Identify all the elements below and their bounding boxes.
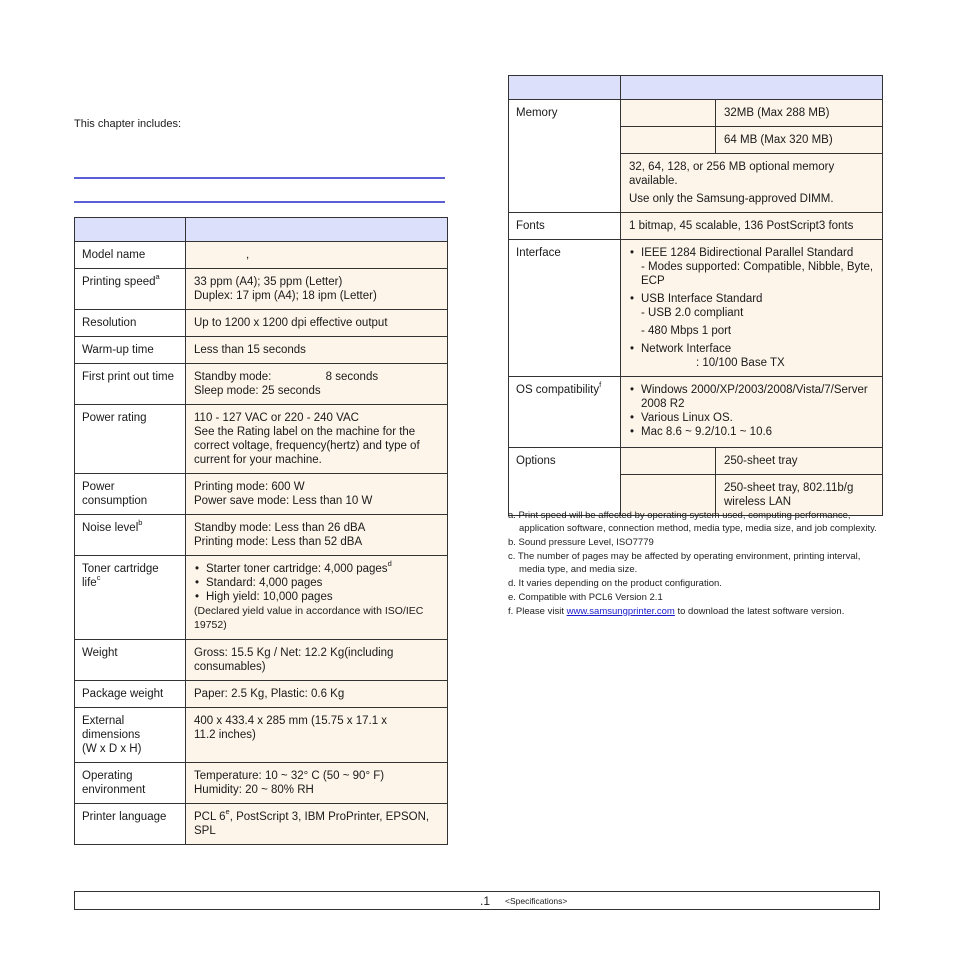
footnote: a. Print speed will be affected by operating system used, computing performance, application software, connection method, media type, media size, and job complexity. bbox=[508, 510, 877, 534]
table-row bbox=[75, 804, 448, 845]
section-divider-bottom bbox=[74, 201, 445, 203]
table-row bbox=[75, 337, 448, 364]
spec-label: Interface bbox=[509, 240, 621, 377]
table-row bbox=[75, 515, 448, 556]
spec-label: First print out time bbox=[75, 364, 186, 405]
spec-value: 1 bitmap, 45 scalable, 136 PostScript3 fonts bbox=[621, 213, 883, 240]
spec-value: 250-sheet tray, 802.11b/g wireless LAN bbox=[716, 475, 883, 516]
section-name: <Specifications> bbox=[505, 896, 568, 906]
spec-label: Power consumption bbox=[75, 474, 186, 515]
spec-label: Options bbox=[509, 448, 621, 516]
list-item: • Mac 8.6 ~ 9.2/10.1 ~ 10.6 bbox=[629, 425, 874, 439]
table-header-row bbox=[75, 218, 448, 242]
table-row bbox=[75, 763, 448, 804]
spec-label: Package weight bbox=[75, 681, 186, 708]
table-header-row bbox=[509, 76, 883, 100]
list-item: • USB Interface Standard - USB 2.0 compliant - 480 Mbps 1 port bbox=[629, 292, 874, 338]
footnote: d. It varies depending on the product configuration. bbox=[508, 578, 722, 589]
spec-value: Gross: 15.5 Kg / Net: 12.2 Kg(including consumables) bbox=[186, 640, 448, 681]
spec-value bbox=[621, 240, 883, 377]
hardware-specs-table bbox=[508, 75, 883, 516]
spec-label: Noise level$^b$ bbox=[75, 515, 186, 556]
table-row bbox=[75, 556, 448, 640]
list-item: • Starter toner cartridge: 4,000 pages$^d$ bbox=[194, 562, 439, 576]
spec-value: Paper: 2.5 Kg, Plastic: 0.6 Kg bbox=[186, 681, 448, 708]
spec-label: OS compatibility$^f$ bbox=[509, 377, 621, 448]
table-row bbox=[509, 213, 883, 240]
list-item: • Standard: 4,000 pages bbox=[194, 576, 439, 590]
table-row bbox=[75, 364, 448, 405]
spec-value: • Starter toner cartridge: 4,000 pages$^d$ • Standard: 4,000 pages • High yield: 10,000 pages (Declared yield value in accordance with ISO/IEC 19752) bbox=[186, 556, 448, 640]
spec-value: , bbox=[186, 242, 448, 269]
spec-label: External dimensions (W x D x H) bbox=[75, 708, 186, 763]
table-row bbox=[509, 240, 883, 377]
table-row bbox=[509, 377, 883, 448]
table-row bbox=[75, 405, 448, 474]
general-specs-table bbox=[74, 217, 448, 845]
spec-value: Printing mode: 600 W Power save mode: Less than 10 W bbox=[186, 474, 448, 515]
spec-value: PCL 6e, PostScript 3, IBM ProPrinter, EPSON, SPL bbox=[186, 804, 448, 845]
chapter-intro-text: This chapter includes: bbox=[74, 118, 181, 130]
table-row bbox=[75, 310, 448, 337]
footnote: e. Compatible with PCL6 Version 2.1 bbox=[508, 592, 663, 603]
spec-label: Warm-up time bbox=[75, 337, 186, 364]
spec-value: 400 x 433.4 x 285 mm (15.75 x 17.1 x 11.2 inches) bbox=[186, 708, 448, 763]
spec-value: 110 - 127 VAC or 220 - 240 VAC See the Rating label on the machine for the correct voltage, frequency(hertz) and type of current for your machine. bbox=[186, 405, 448, 474]
table-row bbox=[509, 100, 883, 127]
spec-label: Fonts bbox=[509, 213, 621, 240]
list-item: • Network Interface : 10/100 Base TX bbox=[629, 342, 874, 370]
section-divider-top bbox=[74, 177, 445, 179]
table-row bbox=[75, 681, 448, 708]
spec-label: Resolution bbox=[75, 310, 186, 337]
page-footer bbox=[74, 891, 880, 910]
list-item: • High yield: 10,000 pages bbox=[194, 590, 439, 604]
table-row bbox=[75, 242, 448, 269]
list-item: • Windows 2000/XP/2003/2008/Vista/7/Server 2008 R2 bbox=[629, 383, 874, 411]
spec-label: Power rating bbox=[75, 405, 186, 474]
table-row bbox=[75, 640, 448, 681]
list-item: • Various Linux OS. bbox=[629, 411, 874, 425]
spec-value: Standby mode: Less than 26 dBA Printing mode: Less than 52 dBA bbox=[186, 515, 448, 556]
spec-value: 32, 64, 128, or 256 MB optional memory available. Use only the Samsung-approved DIMM. bbox=[621, 154, 883, 213]
spec-label: Printing speed$^a$ bbox=[75, 269, 186, 310]
spec-label: Operating environment bbox=[75, 763, 186, 804]
footnote: b. Sound pressure Level, ISO7779 bbox=[508, 537, 654, 548]
table-row bbox=[75, 269, 448, 310]
spec-value: 64 MB (Max 320 MB) bbox=[716, 127, 883, 154]
page-number: .1 bbox=[480, 894, 491, 908]
spec-value: Up to 1200 x 1200 dpi effective output bbox=[186, 310, 448, 337]
spec-value: 33 ppm (A4); 35 ppm (Letter) Duplex: 17 ipm (A4); 18 ipm (Letter) bbox=[186, 269, 448, 310]
footnotes bbox=[508, 509, 888, 619]
spec-value: Less than 15 seconds bbox=[186, 337, 448, 364]
spec-label: Weight bbox=[75, 640, 186, 681]
spec-label: Toner cartridge life$^c$ bbox=[75, 556, 186, 640]
list-item: • IEEE 1284 Bidirectional Parallel Standard - Modes supported: Compatible, Nibble, Byte, ECP bbox=[629, 246, 874, 288]
spec-label: Model name bbox=[75, 242, 186, 269]
spec-value: Standby mode: 8 seconds Sleep mode: 25 seconds bbox=[186, 364, 448, 405]
spec-value: Temperature: 10 ~ 32° C (50 ~ 90° F) Humidity: 20 ~ 80% RH bbox=[186, 763, 448, 804]
table-row bbox=[75, 708, 448, 763]
table-row bbox=[509, 448, 883, 475]
spec-label: Printer language bbox=[75, 804, 186, 845]
footnote: c. The number of pages may be affected by operating environment, printing interval, media type, and media size. bbox=[508, 551, 861, 575]
table-row bbox=[75, 474, 448, 515]
spec-value: 32MB (Max 288 MB) bbox=[716, 100, 883, 127]
footnote: f. Please visit www.samsungprinter.com to download the latest software version. bbox=[508, 606, 845, 617]
spec-value: 250-sheet tray bbox=[716, 448, 883, 475]
samsung-printer-link[interactable]: www.samsungprinter.com bbox=[566, 606, 675, 617]
spec-value bbox=[621, 377, 883, 448]
spec-label: Memory bbox=[509, 100, 621, 213]
